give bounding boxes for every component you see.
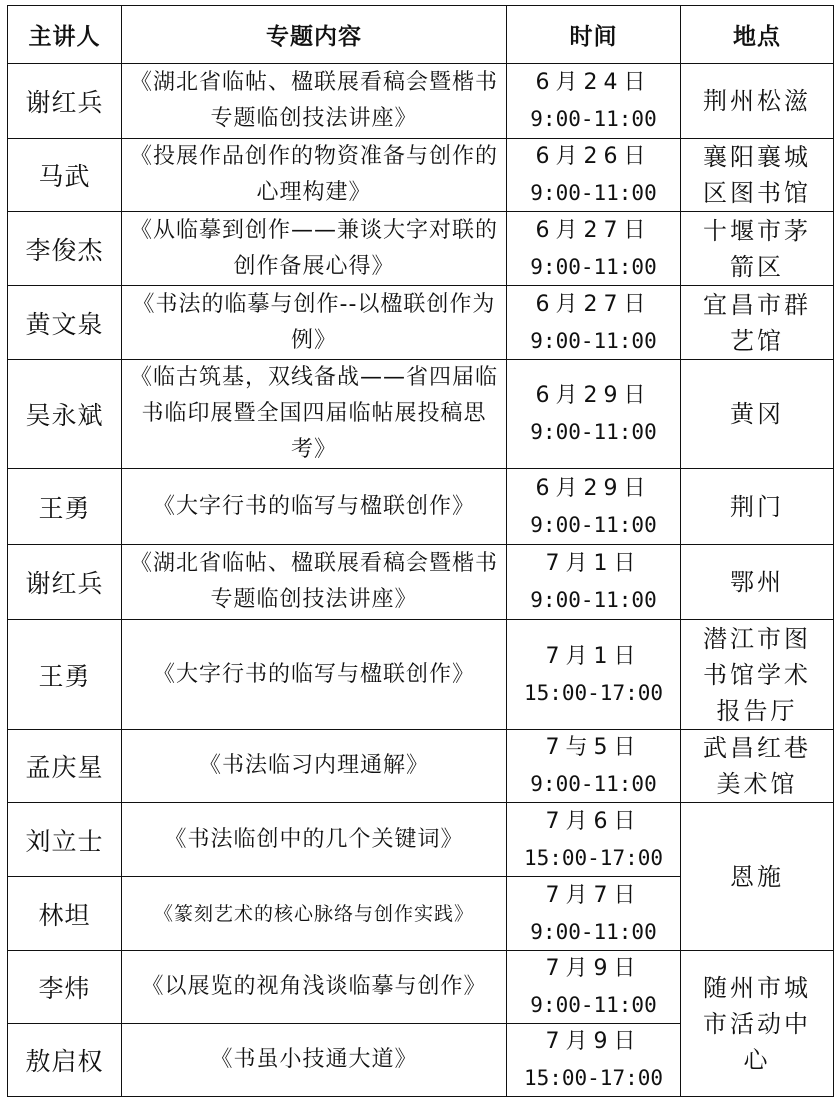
speaker-cell: 马武 (8, 139, 122, 212)
topic-cell: 《大字行书的临写与楹联创作》 (122, 620, 507, 730)
time-cell (507, 360, 681, 469)
speaker-cell: 李俊杰 (8, 212, 122, 286)
time-cell (507, 1024, 681, 1097)
hours-text: 9:00-11:00 (530, 254, 657, 279)
header-location: 地点 (681, 6, 834, 64)
header-row (8, 6, 834, 64)
topic-cell: 《湖北省临帖、楹联展看稿会暨楷书专题临创技法讲座》 (122, 545, 507, 620)
time-cell (507, 545, 681, 620)
date-text: 6月29日 (535, 475, 652, 501)
location-cell: 武昌红巷美术馆 (681, 730, 834, 803)
date-text: 7月6日 (545, 808, 642, 834)
speaker-cell: 黄文泉 (8, 286, 122, 360)
table-row (8, 803, 834, 877)
topic-cell: 《书法的临摹与创作--以楹联创作为例》 (122, 286, 507, 360)
topic-cell: 《投展作品创作的物资准备与创作的心理构建》 (122, 139, 507, 212)
lecture-schedule-table (7, 5, 834, 1097)
topic-cell: 《以展览的视角浅谈临摹与创作》 (122, 951, 507, 1024)
speaker-cell: 王勇 (8, 620, 122, 730)
table-row (8, 360, 834, 469)
speaker-cell: 谢红兵 (8, 545, 122, 620)
hours-text: 9:00-11:00 (530, 919, 657, 944)
table-row (8, 469, 834, 545)
topic-cell: 《湖北省临帖、楹联展看稿会暨楷书专题临创技法讲座》 (122, 64, 507, 139)
time-cell (507, 469, 681, 545)
date-text: 7月7日 (545, 882, 642, 908)
time-cell (507, 64, 681, 139)
date-text: 6月27日 (535, 291, 652, 317)
table-row (8, 730, 834, 803)
speaker-cell: 谢红兵 (8, 64, 122, 139)
table-row (8, 620, 834, 730)
table-row (8, 139, 834, 212)
hours-text: 9:00-11:00 (530, 993, 657, 1017)
speaker-cell: 刘立士 (8, 803, 122, 877)
date-text: 6月24日 (535, 70, 652, 95)
location-cell: 黄冈 (681, 360, 834, 469)
location-cell: 潜江市图书馆学术报告厅 (681, 620, 834, 730)
topic-cell: 《临古筑基，双线备战——省四届临书临印展暨全国四届临帖展投稿思考》 (122, 360, 507, 469)
location-cell: 襄阳襄城区图书馆 (681, 139, 834, 212)
topic-cell: 《从临摹到创作——兼谈大字对联的创作备展心得》 (122, 212, 507, 286)
hours-text: 9:00-11:00 (530, 512, 657, 537)
table-row (8, 545, 834, 620)
hours-text: 15:00-17:00 (523, 1066, 664, 1090)
location-cell: 鄂州 (681, 545, 834, 620)
header-speaker: 主讲人 (8, 6, 122, 64)
hours-text: 9:00-11:00 (530, 328, 657, 353)
topic-cell: 《书虽小技通大道》 (122, 1024, 507, 1097)
schedule-document (7, 5, 833, 1097)
hours-text: 9:00-11:00 (530, 588, 657, 612)
location-cell: 荆州松滋 (681, 64, 834, 139)
time-cell (507, 951, 681, 1024)
hours-text: 15:00-17:00 (523, 680, 664, 705)
speaker-cell: 李炜 (8, 951, 122, 1024)
date-text: 7月1日 (545, 643, 642, 669)
hours-text: 15:00-17:00 (523, 845, 664, 870)
date-text: 7与5日 (545, 735, 642, 760)
table-row (8, 212, 834, 286)
time-cell (507, 877, 681, 951)
date-text: 6月29日 (535, 383, 652, 408)
location-cell: 恩施 (681, 803, 834, 951)
table-row (8, 951, 834, 1024)
topic-cell: 《篆刻艺术的核心脉络与创作实践》 (122, 877, 507, 951)
speaker-cell: 孟庆星 (8, 730, 122, 803)
table-row (8, 64, 834, 139)
time-cell (507, 620, 681, 730)
location-cell: 宜昌市群艺馆 (681, 286, 834, 360)
header-topic: 专题内容 (122, 6, 507, 64)
speaker-cell: 林坦 (8, 877, 122, 951)
location-cell: 随州市城市活动中心 (681, 951, 834, 1097)
speaker-cell: 吴永斌 (8, 360, 122, 469)
date-text: 6月27日 (535, 217, 652, 243)
header-time: 时间 (507, 6, 681, 64)
hours-text: 9:00-11:00 (530, 181, 657, 205)
hours-text: 9:00-11:00 (530, 420, 657, 444)
date-text: 6月26日 (535, 144, 652, 169)
time-cell (507, 286, 681, 360)
date-text: 7月9日 (545, 1029, 642, 1054)
topic-cell: 《书法临习内理通解》 (122, 730, 507, 803)
location-cell: 荆门 (681, 469, 834, 545)
time-cell (507, 212, 681, 286)
date-text: 7月9日 (545, 956, 642, 981)
speaker-cell: 王勇 (8, 469, 122, 545)
time-cell (507, 730, 681, 803)
time-cell (507, 139, 681, 212)
location-cell: 十堰市茅箭区 (681, 212, 834, 286)
hours-text: 9:00-11:00 (530, 107, 657, 131)
date-text: 7月1日 (545, 551, 642, 576)
table-row (8, 286, 834, 360)
speaker-cell: 敖启权 (8, 1024, 122, 1097)
time-cell (507, 803, 681, 877)
hours-text: 9:00-11:00 (530, 772, 657, 796)
topic-cell: 《大字行书的临写与楹联创作》 (122, 469, 507, 545)
topic-cell: 《书法临创中的几个关键词》 (122, 803, 507, 877)
